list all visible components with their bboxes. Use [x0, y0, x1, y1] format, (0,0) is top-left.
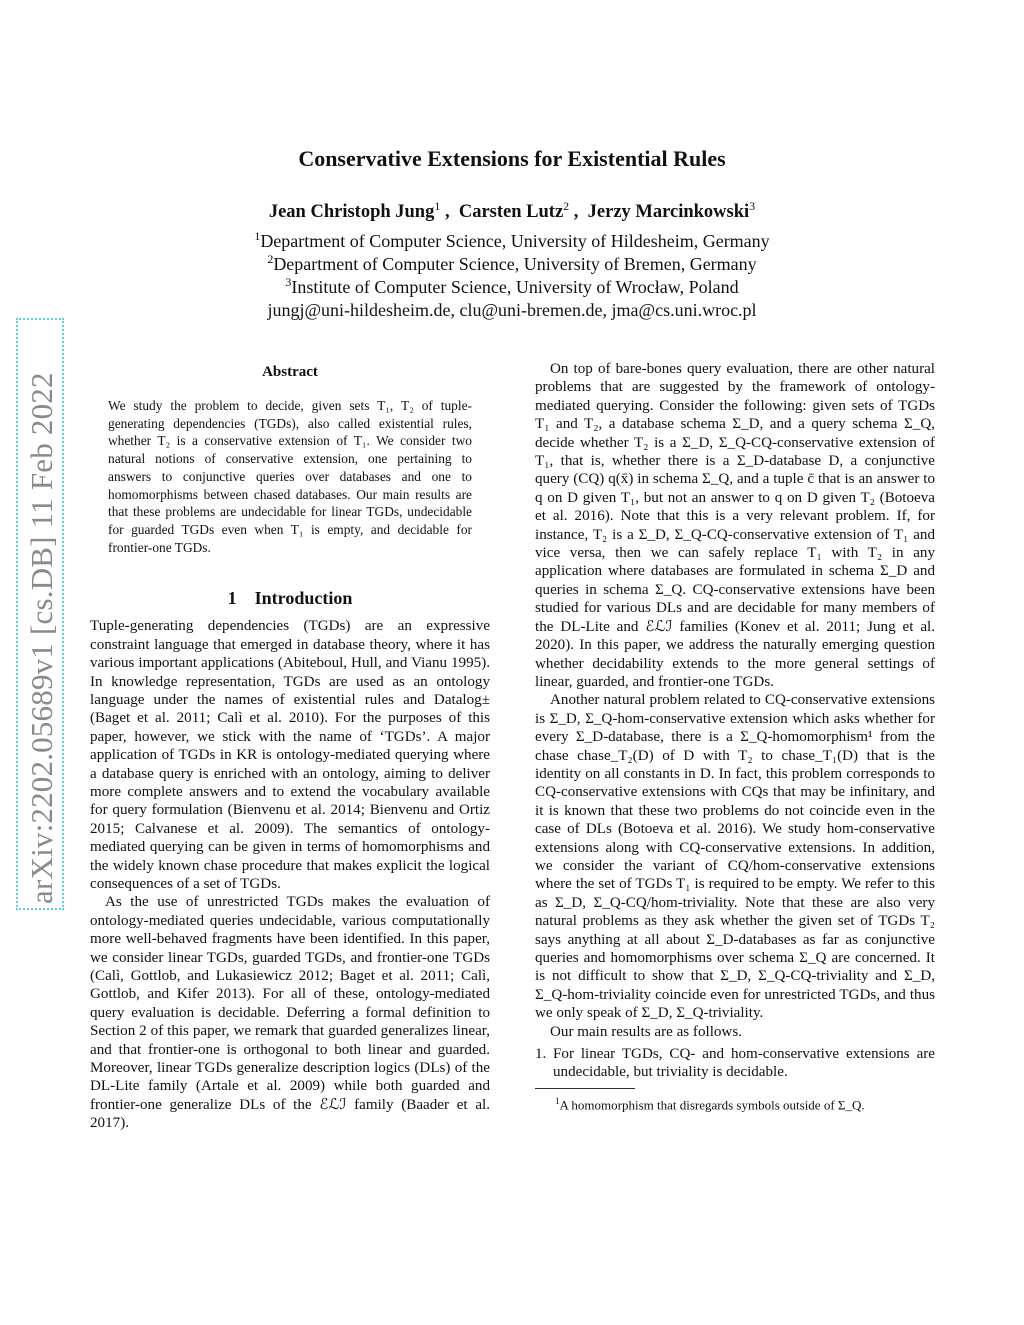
intro-paragraph-2: As the use of unrestricted TGDs makes the evaluation of ontology-mediated queries undecidable, various computationally more well-behaved fragments have been identified. In this paper, we consider linear TGDs, guarded TGDs, and frontier-one TGDs (Calì, Gottlob, and Lukasiewicz 2012; Baget et al. 2011; Calì, Gottlob, and Kifer 2013). For all of these, ontology-mediated query evaluation is decidable. Deferring a formal definition to Section 2 of this paper, we remark that guarded generalizes linear, and that frontier-one is orthogonal to both linear and guarded. Moreover, linear TGDs generalize description logics (DLs) of the DL-Lite family (Artale et al. 2009) while both guarded and frontier-one generalize DLs of the ℰℒℐ family (Baader et al. 2017). — [90, 894, 490, 1132]
author-affil-mark: 3 — [749, 199, 756, 213]
paper-title: Conservative Extensions for Existential Rules — [298, 146, 726, 171]
body-paragraph-1: On top of bare-bones query evaluation, there are other natural problems that are suggested by the framework of ontology-mediated querying. Consider the following: given sets of TGDs T₁ and T₂, a database schema Σ_D, and a query schema Σ_Q, decide whether T₂ is a Σ_D, Σ_Q-CQ-conservative extension of T₁, that is, whether there is a Σ_D-database D, a conjunctive query (CQ) q(x̄) in schema Σ_Q, and a tuple c̄ that is an answer to q on D given T₁, but not an answer to q on D given T₂ (Botoeva et al. 2016). Note that this is a very relevant problem. If, for instance, T₂ is a Σ_D, Σ_Q-CQ-conservative extension of T₁ and vice versa, then we can safely replace T₁ with T₂ in any application where databases are formulated in schema Σ_D and queries in schema Σ_Q. CQ-conservative extensions have been studied for various DLs and are decidable for many members of the DL-Lite and ℰℒℐ families (Konev et al. 2011; Jung et al. 2020). In this paper, we address the naturally emerging question whether decidability extends to the more general settings of linear, guarded, and frontier-one TGDs. — [535, 361, 935, 690]
list-item-text: For linear TGDs, CQ- and hom-conservative extensions are undecidable, but triviality is decidable. — [553, 1046, 935, 1081]
author-list: Jean Christoph Jung$^1$ , Carsten Lutz$^2$ , Jerzy Marcinkowski$^3$ — [268, 199, 756, 223]
right-column — [535, 360, 935, 1113]
affiliation-mark: 3 — [285, 275, 292, 289]
affiliation-text: Department of Computer Science, University of Bremen, Germany — [273, 254, 757, 274]
affiliation — [0, 275, 1024, 298]
abstract-text: We study the problem to decide, given sets T₁, T₂ of tuple-generating dependencies (TGDs), also called existential rules, whether T₂ is a conservative extension of T₁. We consider two natural notions of conservative extension, one pertaining to answers to conjunctive queries over databases and one to homomorphisms between chased databases. Our main results are that these problems are undecidable for linear TGDs, undecidable for guarded TGDs even when T₁ is empty, and decidable for frontier-one TGDs. — [108, 398, 472, 555]
section-title: Introduction — [254, 588, 353, 609]
footnote-divider — [535, 1088, 635, 1089]
left-column — [90, 360, 490, 1133]
results-list-item — [535, 1045, 935, 1082]
list-number: 1. — [535, 1046, 547, 1063]
section-heading — [90, 588, 490, 609]
intro-paragraph-1: Tuple-generating dependencies (TGDs) are an expressive constraint language that emerged in database theory, where it has various important applications (Abiteboul, Hull, and Vianu 1995). In knowledge representation, TGDs are used as an ontology language under the names of existential rules and Datalog± (Baget et al. 2011; Calì et al. 2010). For the purposes of this paper, however, we stick with the name of ‘TGDs’. A major application of TGDs in KR is ontology-mediated querying where a database query is enriched with an ontology, aiming to deliver more complete answers and to extend the vocabulary available for query formulation (Bienvenu et al. 2014; Bienvenu and Ortiz 2015; Calvanese et al. 2009). The semantics of ontology-mediated querying can be given in terms of homomorphisms and the widely known chase procedure that makes explicit the logical consequences of a set of TGDs. — [90, 618, 490, 893]
abstract-heading: Abstract — [262, 364, 318, 380]
affiliation-text: Department of Computer Science, University of Hildesheim, Germany — [260, 231, 770, 251]
author-name: Jean Christoph Jung — [268, 202, 435, 223]
footnote-text: A homomorphism that disregards symbols outside of Σ_Q. — [559, 1097, 865, 1113]
body-paragraph-3: Our main results are as follows. — [550, 1023, 742, 1040]
footnote-mark: 1 — [555, 1095, 560, 1106]
author-affil-mark: 2 — [563, 199, 570, 213]
author-name: Carsten Lutz — [458, 202, 564, 223]
section-number: 1 — [227, 588, 237, 609]
body-paragraph-2: Another natural problem related to CQ-conservative extensions is Σ_D, Σ_Q-hom-conservative extension which asks whether for every Σ_D-database, there is a Σ_Q-homomorphism¹ from the chase chase_T₂(D) of D with T₂ to chase_T₁(D) that is the identity on all constants in D. In fact, this problem corresponds to CQ-conservative extensions with CQs that may be infinitary, and it is known that these two problems do not coincide even in the case of DLs (Botoeva et al. 2016). We study hom-conservative extensions along with CQ-conservative extensions. In addition, we consider the variant of CQ/hom-conservative extensions where the set of TGDs T₁ is required to be empty. We refer to this as Σ_D, Σ_Q-CQ/hom-triviality. Note that these are also very natural problems as they ask whether the given set of TGDs T₂ says anything at all about Σ_D-databases as far as conjunctive queries and homomorphisms over schema Σ_Q are concerned. It is not difficult to show that Σ_D, Σ_Q-CQ-triviality and Σ_D, Σ_Q-hom-triviality coincide even for unrestricted TGDs, and thus we only speak of Σ_D, Σ_Q-triviality. — [535, 692, 935, 1022]
affiliation-text: Institute of Computer Science, University of Wrocław, Poland — [291, 277, 739, 297]
affiliation — [0, 252, 1024, 275]
affiliation-mark: 1 — [254, 229, 261, 243]
author-affil-mark: 1 — [434, 199, 441, 213]
author-name: Jerzy Marcinkowski — [587, 202, 750, 223]
footnote — [535, 1093, 935, 1113]
affiliation-mark: 2 — [267, 252, 274, 266]
arxiv-identifier[interactable]: arXiv:2202.05689v1 [cs.DB] 11 Feb 2022 — [24, 372, 59, 904]
affiliation — [0, 229, 1024, 252]
author-emails[interactable]: jungj@uni-hildesheim.de, clu@uni-bremen.de, jma@cs.uni.wroc.pl — [267, 300, 757, 320]
